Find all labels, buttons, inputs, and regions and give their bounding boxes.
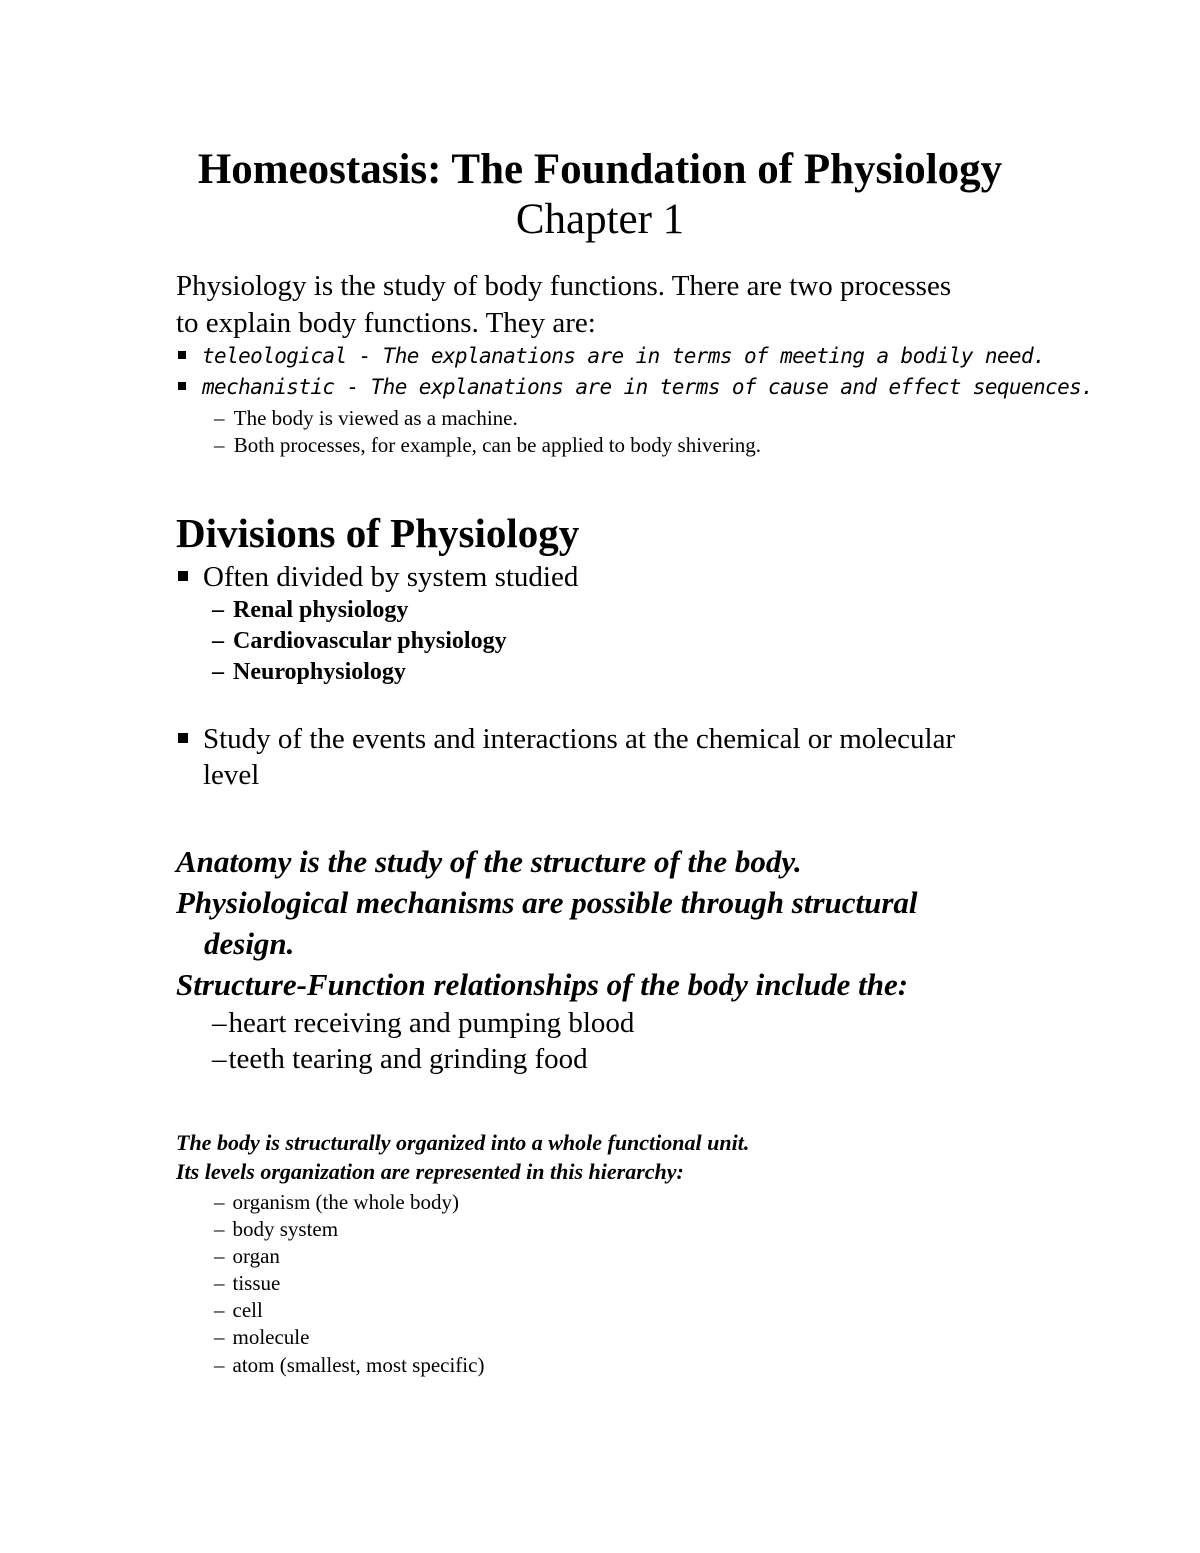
bullet-term: teleological — [202, 344, 347, 368]
bullet-term: mechanistic — [202, 375, 335, 399]
hierarchy-level — [214, 1297, 263, 1324]
subitem-text: The body is viewed as a machine. — [233, 406, 518, 430]
intro-line-2: to explain body functions. They are: — [176, 307, 596, 339]
level-text: organ — [232, 1244, 280, 1268]
system-item — [212, 626, 507, 656]
dash-marker: – — [212, 1043, 227, 1075]
example-text: heart receiving and pumping blood — [228, 1007, 635, 1039]
dash-marker: – — [212, 659, 224, 685]
dash-marker: – — [214, 1271, 225, 1295]
hierarchy-level — [214, 1216, 338, 1243]
bullet-text: The explanations are in terms of cause and effect sequences. — [370, 375, 1094, 399]
dash-marker: – — [214, 1298, 225, 1322]
hierarchy-level — [214, 1243, 280, 1270]
bullet-square-icon — [178, 351, 186, 359]
intro-subitem — [214, 405, 518, 432]
dash-marker: – — [212, 597, 224, 623]
section-heading-divisions: Divisions of Physiology — [176, 510, 580, 556]
bullet-continuation: level — [203, 759, 260, 791]
organization-line-1: The body is structurally organized into a whole functional unit. — [176, 1130, 750, 1155]
intro-bullet — [178, 373, 1094, 403]
hierarchy-level — [214, 1270, 280, 1297]
dash-marker: – — [214, 1217, 225, 1241]
bullet-square-icon — [178, 571, 188, 581]
intro-line-1: Physiology is the study of body functions. There are two processes — [176, 270, 952, 302]
system-name: Cardiovascular physiology — [233, 628, 507, 654]
bullet-text: The explanations are in terms of meeting a bodily need. — [382, 344, 1046, 368]
example-text: teeth tearing and grinding food — [228, 1043, 588, 1075]
dash-marker: – — [212, 628, 224, 654]
level-text: atom (smallest, most specific) — [232, 1353, 485, 1377]
document-title: Homeostasis: The Foundation of Physiology — [197, 146, 1003, 193]
anatomy-line-1: Anatomy is the study of the structure of the body. — [176, 844, 802, 879]
bullet-separator: - — [346, 344, 383, 368]
hierarchy-level — [214, 1352, 484, 1379]
anatomy-line-4: Structure-Function relationships of the body include the: — [176, 967, 909, 1002]
divisions-bullet — [178, 722, 1078, 756]
hierarchy-level — [214, 1189, 459, 1216]
hierarchy-level — [214, 1324, 309, 1351]
anatomy-line-2: Physiological mechanisms are possible through structural — [176, 885, 918, 920]
level-text: cell — [232, 1298, 263, 1322]
dash-marker: – — [214, 1325, 225, 1349]
chapter-label: Chapter 1 — [515, 196, 685, 243]
level-text: tissue — [232, 1271, 281, 1295]
dash-marker: – — [214, 1353, 225, 1377]
subitem-text: Both processes, for example, can be applied to body shivering. — [233, 433, 761, 457]
level-text: molecule — [232, 1325, 310, 1349]
organization-line-2: Its levels organization are represented in this hierarchy: — [176, 1159, 684, 1184]
system-item — [212, 595, 408, 625]
divisions-bullet — [178, 560, 1078, 594]
bullet-text: Often divided by system studied — [203, 561, 579, 593]
level-text: organism (the whole body) — [232, 1190, 459, 1214]
dash-marker: – — [214, 406, 225, 430]
bullet-square-icon — [178, 382, 186, 390]
bullet-square-icon — [178, 733, 188, 743]
dash-marker: – — [214, 1244, 225, 1268]
anatomy-line-3: design. — [204, 926, 295, 961]
dash-marker: – — [214, 433, 225, 457]
intro-subitem — [214, 432, 761, 459]
bullet-text: Study of the events and interactions at the chemical or molecular — [203, 723, 956, 755]
example-item — [212, 1005, 634, 1041]
system-item — [212, 657, 406, 687]
dash-marker: – — [214, 1190, 225, 1214]
dash-marker: – — [212, 1007, 227, 1039]
system-name: Neurophysiology — [233, 659, 406, 685]
bullet-separator: - — [334, 375, 371, 399]
system-name: Renal physiology — [233, 597, 409, 623]
intro-bullet — [178, 342, 1078, 372]
example-item — [212, 1041, 588, 1077]
level-text: body system — [232, 1217, 339, 1241]
